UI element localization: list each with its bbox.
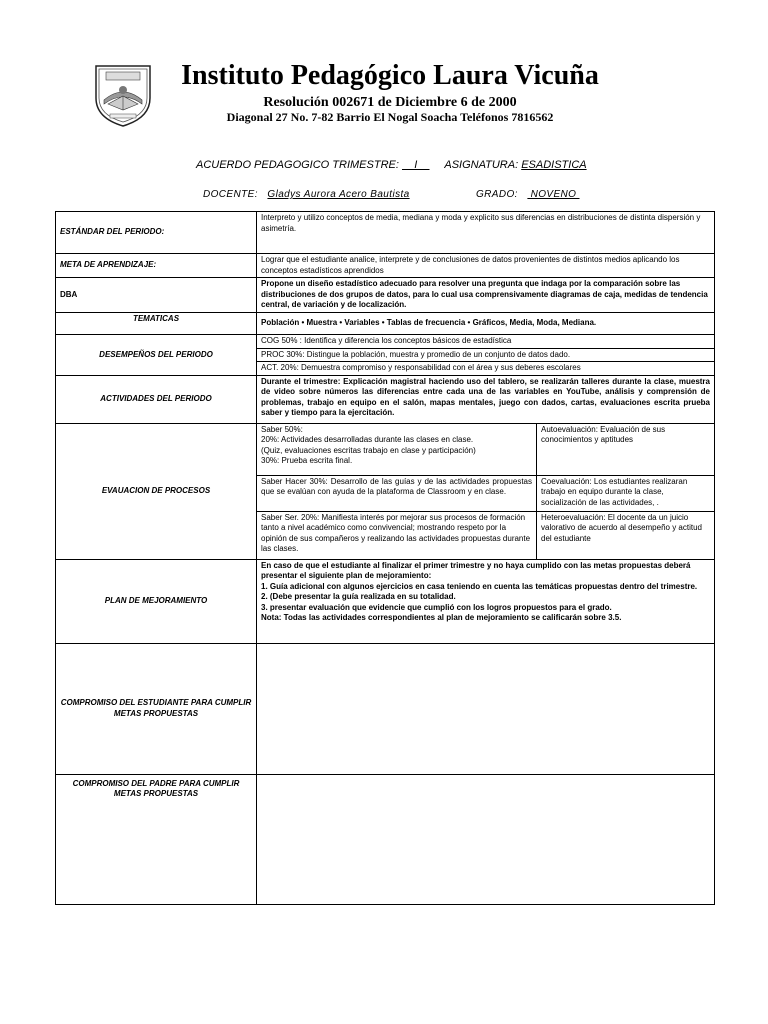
table-row [56, 335, 715, 349]
table-row [56, 212, 715, 254]
teacher-line [203, 189, 580, 200]
institution-logo-icon [88, 60, 158, 130]
student-commitment-label: COMPROMISO DEL ESTUDIANTE PARA CUMPLIR METAS PROPUESTAS [56, 643, 257, 774]
teacher-name: Gladys Aurora Acero Bautista [267, 189, 410, 200]
grade-value: NOVENO [527, 189, 580, 200]
agreement-table [55, 211, 715, 905]
standard-text: Interpreto y utilizo conceptos de media, mediana y moda y explicito sus diferencias en distribuciones de distinta dispersión y asimetría. [257, 212, 715, 254]
teacher-label: DOCENTE: [203, 189, 258, 200]
subject-label: ASIGNATURA: [444, 159, 519, 171]
table-row [56, 559, 715, 643]
knowledge-title: Saber 50%: [261, 424, 303, 434]
evaluation-label: EVAUACION DE PROCESOS [56, 423, 257, 559]
table-row [56, 423, 715, 475]
agreement-label: ACUERDO PEDAGOGICO TRIMESTRE: [196, 159, 399, 171]
dba-label: DBA [56, 278, 257, 313]
table-row [56, 254, 715, 278]
knowledge-item-1: 20%: Actividades desarrolladas durante las clases en clase. [261, 435, 474, 444]
table-row [56, 313, 715, 335]
parent-commitment-label: COMPROMISO DEL PADRE PARA CUMPLIR METAS PROPUESTAS [56, 774, 257, 904]
learning-goal-text: Lograr que el estudiante analice, interprete y de conclusiones de datos provenientes de distintos medios aplicando los conceptos estadísticos aprendidos [257, 254, 715, 278]
self-evaluation: Autoevaluación: Evaluación de sus conocimientos y aptitudes [537, 423, 715, 475]
topics-label: TEMATICAS [56, 313, 257, 335]
know-how-cell: Saber Hacer 30%: Desarrollo de las guías y de las actividades propuestas que se evalúan con ayuda de la plataforma de Classroom y en clase. [257, 475, 537, 511]
performance-act: ACT. 20%: Demuestra compromiso y responsabilidad con el área y sus deberes escolares [257, 362, 715, 376]
subject-value: ESADISTICA [521, 159, 587, 171]
activities-label: ACTIVIDADES DEL PERIODO [56, 375, 257, 423]
student-commitment-field[interactable] [257, 643, 715, 774]
hetero-evaluation: Heteroevaluación: El docente da un juicio valorativo de acuerdo al desempeño y actitud del estudiante [537, 511, 715, 559]
topics-text: Población • Muestra • Variables • Tablas de frecuencia • Gráficos, Media, Moda, Mediana. [257, 313, 715, 335]
table-row [56, 375, 715, 423]
improvement-plan-intro: En caso de que el estudiante al finalizar el primer trimestre y no haya cumplido con las metas propuestas deberá presentar el siguiente plan de mejoramiento: [261, 560, 691, 580]
performance-proc: PROC 30%: Distingue la población, muestra y promedio de un conjunto de datos dado. [257, 348, 715, 362]
know-being-cell: Saber Ser. 20%: Manifiesta interés por mejorar sus procesos de formación tanto a nivel académico como convivencial; mostrando respeto por la opinión de sus compañeros y realizando las actividades propuestas durante las clases. [257, 511, 537, 559]
improvement-plan-cell [257, 559, 715, 643]
improvement-plan-item-2: 2. (Debe presentar la guía realizada en su totalidad. [261, 592, 456, 601]
co-evaluation: Coevaluación: Los estudiantes realizaran trabajo en equipo durante la clase, socialización de las actividades, . [537, 475, 715, 511]
learning-goal-label: META DE APRENDIZAJE: [56, 254, 257, 278]
improvement-plan-label: PLAN DE MEJORAMIENTO [56, 559, 257, 643]
improvement-plan-item-3: 3. presentar evaluación que evidencie que cumplió con los logros propuestos para el grado. [261, 602, 612, 612]
activities-text: Durante el trimestre: Explicación magistral haciendo uso del tablero, se realizarán talleres durante la clase, muestra de video sobre números las diferencias entre cada una de las variables en YouTube, análisis y comprensión de problemas, trabajo en equipo en el salón, mapas mentales, juego con dados, cartas, evaluaciones escrita prueba saber y tiempo para la ejercitación. [257, 375, 715, 423]
resolution-line: Resolución 002671 de Diciembre 6 de 2000 [263, 95, 517, 110]
table-row [56, 774, 715, 904]
institution-title: Instituto Pedagógico Laura Vicuña [181, 60, 599, 91]
table-row [56, 278, 715, 313]
agreement-line [196, 159, 587, 171]
knowledge-item-2: (Quiz, evaluaciones escritas trabajo en clase y participación) [261, 445, 476, 455]
address-line: Diagonal 27 No. 7-82 Barrio El Nogal Soacha Teléfonos 7816562 [226, 110, 554, 124]
performance-cog: COG 50% : Identifica y diferencia los conceptos básicos de estadística [257, 335, 715, 349]
standard-label: ESTÁNDAR DEL PERIODO: [56, 212, 257, 254]
knowledge-item-3: 30%: Prueba escrita final. [261, 456, 353, 465]
trimester-value: I [401, 159, 430, 171]
improvement-plan-note: Nota: Todas las actividades correspondientes al plan de mejoramiento se calificarán sobre 3.5. [261, 613, 622, 622]
knowledge-cell [257, 423, 537, 475]
dba-text: Propone un diseño estadístico adecuado para resolver una pregunta que indaga por la comparación sobre las distribuciones de dos grupos de datos, para lo cual usa comprensivamente diagramas de caja, medidas de tendencia central, de variación y de localización. [257, 278, 715, 313]
table-row [56, 643, 715, 774]
grade-label: GRADO: [475, 189, 518, 200]
performance-label: DESEMPEÑOS DEL PERIODO [56, 335, 257, 376]
improvement-plan-item-1: 1. Guía adicional con algunos ejercicios en casa teniendo en cuenta las temáticas propuestas dentro del trimestre. [261, 581, 698, 591]
parent-commitment-field[interactable] [257, 774, 715, 904]
